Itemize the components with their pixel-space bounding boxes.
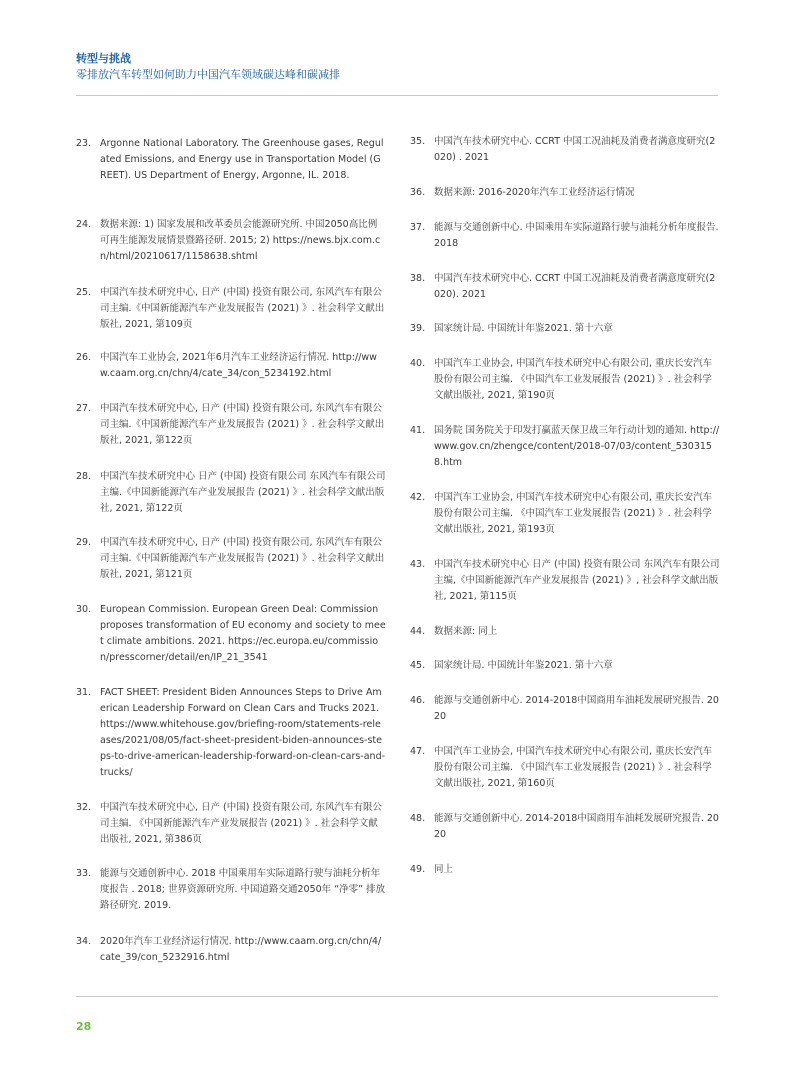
page-number: 28 [76, 1020, 92, 1033]
reference-item [76, 350, 386, 382]
header-title: 转型与挑战 [76, 52, 131, 65]
reference-text: 能源与交通创新中心. 中国乘用车实际道路行驶与油耗分析年度报告. 2018 [434, 222, 719, 249]
reference-item [76, 285, 386, 333]
reference-text: 中国汽车技术研究中心 日产 (中国) 投资有限公司 东风汽车有限公司主编.《中国新能源汽车产业发展报告 (2021) 》. 社会科学文献出版社, 2021, 第122页 [100, 471, 386, 514]
reference-text: 中国汽车技术研究中心, 日产 (中国) 投资有限公司, 东风汽车有限公司主编. 《中国新能源汽车产业发展报告 (2021) 》. 社会科学文献出版社, 2021, 第386页 [100, 802, 383, 845]
reference-item [410, 423, 720, 471]
reference-number: 35. [410, 136, 426, 147]
reference-number: 41. [410, 425, 426, 436]
reference-number: 27. [76, 403, 92, 414]
reference-item [410, 658, 720, 674]
reference-text: 能源与交通创新中心. 2014-2018中国商用车油耗发展研究报告. 2020 [434, 813, 719, 840]
reference-item [410, 220, 720, 252]
reference-number: 28. [76, 471, 92, 482]
reference-number: 37. [410, 222, 426, 233]
reference-text: 中国汽车技术研究中心. CCRT 中国工况油耗及消费者满意度研究(2020). 2021 [434, 273, 716, 300]
reference-number: 48. [410, 813, 426, 824]
reference-text: 国务院 国务院关于印发打赢蓝天保卫战三年行动计划的通知. http://www.gov.cn/zhengce/content/2018-07/03/content_5303158.htm [434, 425, 720, 468]
reference-text: 数据来源: 2016-2020年汽车工业经济运行情况 [434, 187, 635, 198]
reference-text: 中国汽车技术研究中心, 日产 (中国) 投资有限公司, 东风汽车有限公司主编.《中国新能源汽车产业发展报告 (2021) 》. 社会科学文献出版社, 2021, 第122页 [100, 403, 385, 446]
reference-item [76, 401, 386, 449]
reference-item [410, 862, 720, 878]
reference-text: Argonne National Laboratory. The Greenhouse gases, Regulated Emissions, and Energy use in Transportation Model (GREET). US Department of Energy, Argonne, IL. 2018. [100, 138, 384, 181]
reference-text: 能源与交通创新中心. 2018 中国乘用车实际道路行驶与油耗分析年度报告 . 2018; 世界资源研究所. 中国道路交通2050年 “净零” 排放路径研究. 2019. [100, 868, 386, 911]
reference-item [76, 602, 386, 666]
reference-number: 31. [76, 687, 92, 698]
reference-item [410, 321, 720, 337]
reference-number: 32. [76, 802, 92, 813]
reference-text: 中国汽车工业协会, 中国汽车技术研究中心有限公司, 重庆长安汽车股份有限公司主编. 《中国汽车工业发展报告 (2021) 》. 社会科学文献出版社, 2021, 第193页 [434, 492, 713, 535]
reference-text: FACT SHEET: President Biden Announces Steps to Drive American Leadership Forward on Clean Cars and Trucks 2021. https://www.whitehouse.gov/briefing-room/statements-releases/2021/08/05/fact-sheet-president-biden-announces-steps-to-drive-american-leadership-forward-on-clean-cars-and-trucks/ [100, 687, 386, 778]
reference-number: 29. [76, 537, 92, 548]
reference-number: 36. [410, 187, 426, 198]
reference-text: 中国汽车技术研究中心 日产 (中国) 投资有限公司 东风汽车有限公司主编,《中国新能源汽车产业发展报告 (2021) 》, 社会科学文献出版社, 2021, 第115页 [434, 559, 720, 602]
reference-text: 中国汽车工业协会, 中国汽车技术研究中心有限公司, 重庆长安汽车股份有限公司主编. 《中国汽车工业发展报告 (2021) 》. 社会科学文献出版社, 2021, 第190页 [434, 358, 713, 401]
reference-item [76, 469, 386, 517]
reference-text: 数据来源: 1) 国家发展和改革委员会能源研究所. 中国2050高比例可再生能源发展情景暨路径研. 2015; 2) https://news.bjx.com.cn/html/20210617/1158638.shtml [100, 219, 381, 262]
reference-text: 中国汽车工业协会, 中国汽车技术研究中心有限公司, 重庆长安汽车股份有限公司主编. 《中国汽车工业发展报告 (2021) 》. 社会科学文献出版社, 2021, 第160页 [434, 746, 713, 789]
header-divider [76, 95, 718, 96]
reference-item [76, 217, 386, 265]
reference-item [410, 134, 720, 166]
reference-number: 49. [410, 864, 426, 875]
reference-item [410, 557, 720, 605]
reference-number: 38. [410, 273, 426, 284]
reference-text: 能源与交通创新中心. 2014-2018中国商用车油耗发展研究报告. 2020 [434, 695, 719, 722]
reference-number: 25. [76, 287, 92, 298]
reference-text: European Commission. European Green Deal: Commission proposes transformation of EU economy and society to meet climate ambitions. 2021. https://ec.europa.eu/commission/presscorner/detail/en/IP_21_3541 [100, 604, 386, 663]
reference-item [410, 356, 720, 404]
reference-number: 33. [76, 868, 92, 879]
reference-number: 42. [410, 492, 426, 503]
reference-text: 2020年汽车工业经济运行情况. http://www.caam.org.cn/chn/4/cate_39/con_5232916.html [100, 936, 382, 963]
reference-number: 23. [76, 138, 92, 149]
reference-item [76, 934, 386, 966]
reference-text: 国家统计局. 中国统计年鉴2021. 第十六章 [434, 323, 613, 334]
reference-item [76, 685, 386, 781]
reference-item [410, 811, 720, 843]
footer-divider [76, 996, 718, 997]
reference-number: 24. [76, 219, 92, 230]
reference-text: 中国汽车技术研究中心, 日产 (中国) 投资有限公司, 东风汽车有限公司主编.《中国新能源汽车产业发展报告 (2021) 》. 社会科学文献出版社, 2021, 第121页 [100, 537, 385, 580]
reference-text: 中国汽车技术研究中心. CCRT 中国工况油耗及消费者满意度研究(2020) . 2021 [434, 136, 716, 163]
reference-number: 34. [76, 936, 92, 947]
reference-number: 30. [76, 604, 92, 615]
reference-item [410, 624, 720, 640]
reference-number: 43. [410, 559, 426, 570]
reference-number: 45. [410, 660, 426, 671]
reference-item [410, 744, 720, 792]
reference-text: 同上 [434, 864, 454, 875]
reference-number: 44. [410, 626, 426, 637]
reference-number: 46. [410, 695, 426, 706]
reference-item [76, 800, 386, 848]
header-subtitle: 零排放汽车转型如何助力中国汽车领域碳达峰和碳减排 [76, 68, 340, 81]
reference-item [76, 866, 386, 914]
reference-item [410, 693, 720, 725]
reference-item [410, 490, 720, 538]
page-header [76, 52, 718, 83]
reference-text: 国家统计局. 中国统计年鉴2021. 第十六章 [434, 660, 613, 671]
reference-number: 47. [410, 746, 426, 757]
reference-number: 39. [410, 323, 426, 334]
reference-number: 40. [410, 358, 426, 369]
reference-text: 中国汽车技术研究中心, 日产 (中国) 投资有限公司, 东风汽车有限公司主编.《中国新能源汽车产业发展报告 (2021) 》. 社会科学文献出版社, 2021, 第109页 [100, 287, 385, 330]
reference-item [76, 535, 386, 583]
reference-text: 中国汽车工业协会, 2021年6月汽车工业经济运行情况. http://www.caam.org.cn/chn/4/cate_34/con_5234192.html [100, 352, 377, 379]
reference-number: 26. [76, 352, 92, 363]
reference-item [410, 185, 720, 201]
reference-text: 数据来源: 同上 [434, 626, 498, 637]
reference-item [410, 271, 720, 303]
reference-item [76, 136, 386, 184]
